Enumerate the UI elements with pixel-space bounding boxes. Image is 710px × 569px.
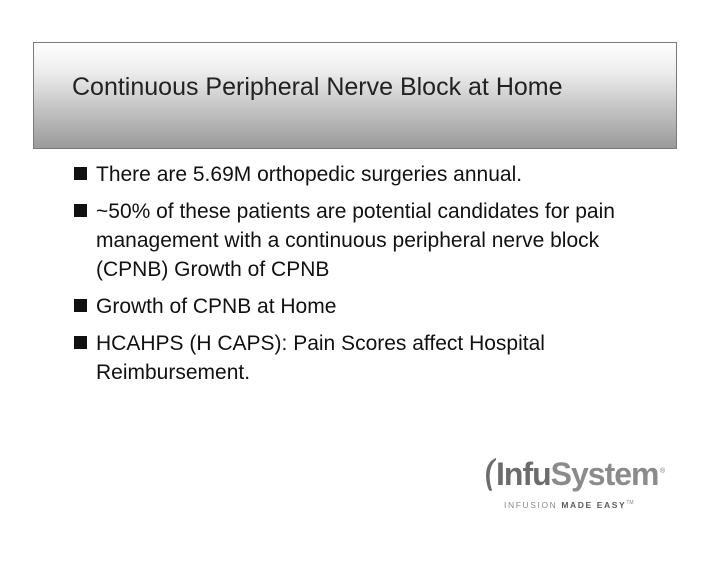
bullet-item: [74, 329, 654, 387]
logo-brand-part-a: Infu: [496, 456, 551, 492]
square-bullet-icon: [74, 204, 87, 217]
title-banner: [33, 42, 677, 149]
bullet-text: There are 5.69M orthopedic surgeries annual.: [96, 163, 523, 186]
bullet-text: Growth of CPNB at Home: [96, 295, 337, 318]
logo-tagline-part-a: INFUSION: [504, 500, 562, 510]
slide-title: Continuous Peripheral Nerve Block at Home: [72, 73, 563, 101]
infusystem-logo: [482, 452, 672, 522]
bullet-item: [74, 197, 654, 284]
bullet-text: HCAHPS (H CAPS): Pain Scores affect Hospital Reimbursement.: [96, 332, 545, 384]
logo-brand-part-b: System: [550, 456, 659, 492]
square-bullet-icon: [74, 336, 87, 349]
logo-tagline-part-b: MADE EASY: [561, 500, 627, 510]
bullet-item: [74, 292, 654, 321]
logo-tagline-tm: TM: [626, 500, 634, 506]
bullet-item: [74, 160, 654, 189]
logo-wordmark: [496, 454, 658, 494]
square-bullet-icon: [74, 299, 87, 312]
square-bullet-icon: [74, 167, 87, 180]
bullet-list: [74, 160, 654, 395]
logo-registered-mark: ®: [660, 468, 666, 475]
logo-tagline: [504, 500, 634, 510]
bullet-text: ~50% of these patients are potential candidates for pain management with a continuous peripheral nerve block (CPNB) Growth of CPNB: [96, 200, 615, 281]
